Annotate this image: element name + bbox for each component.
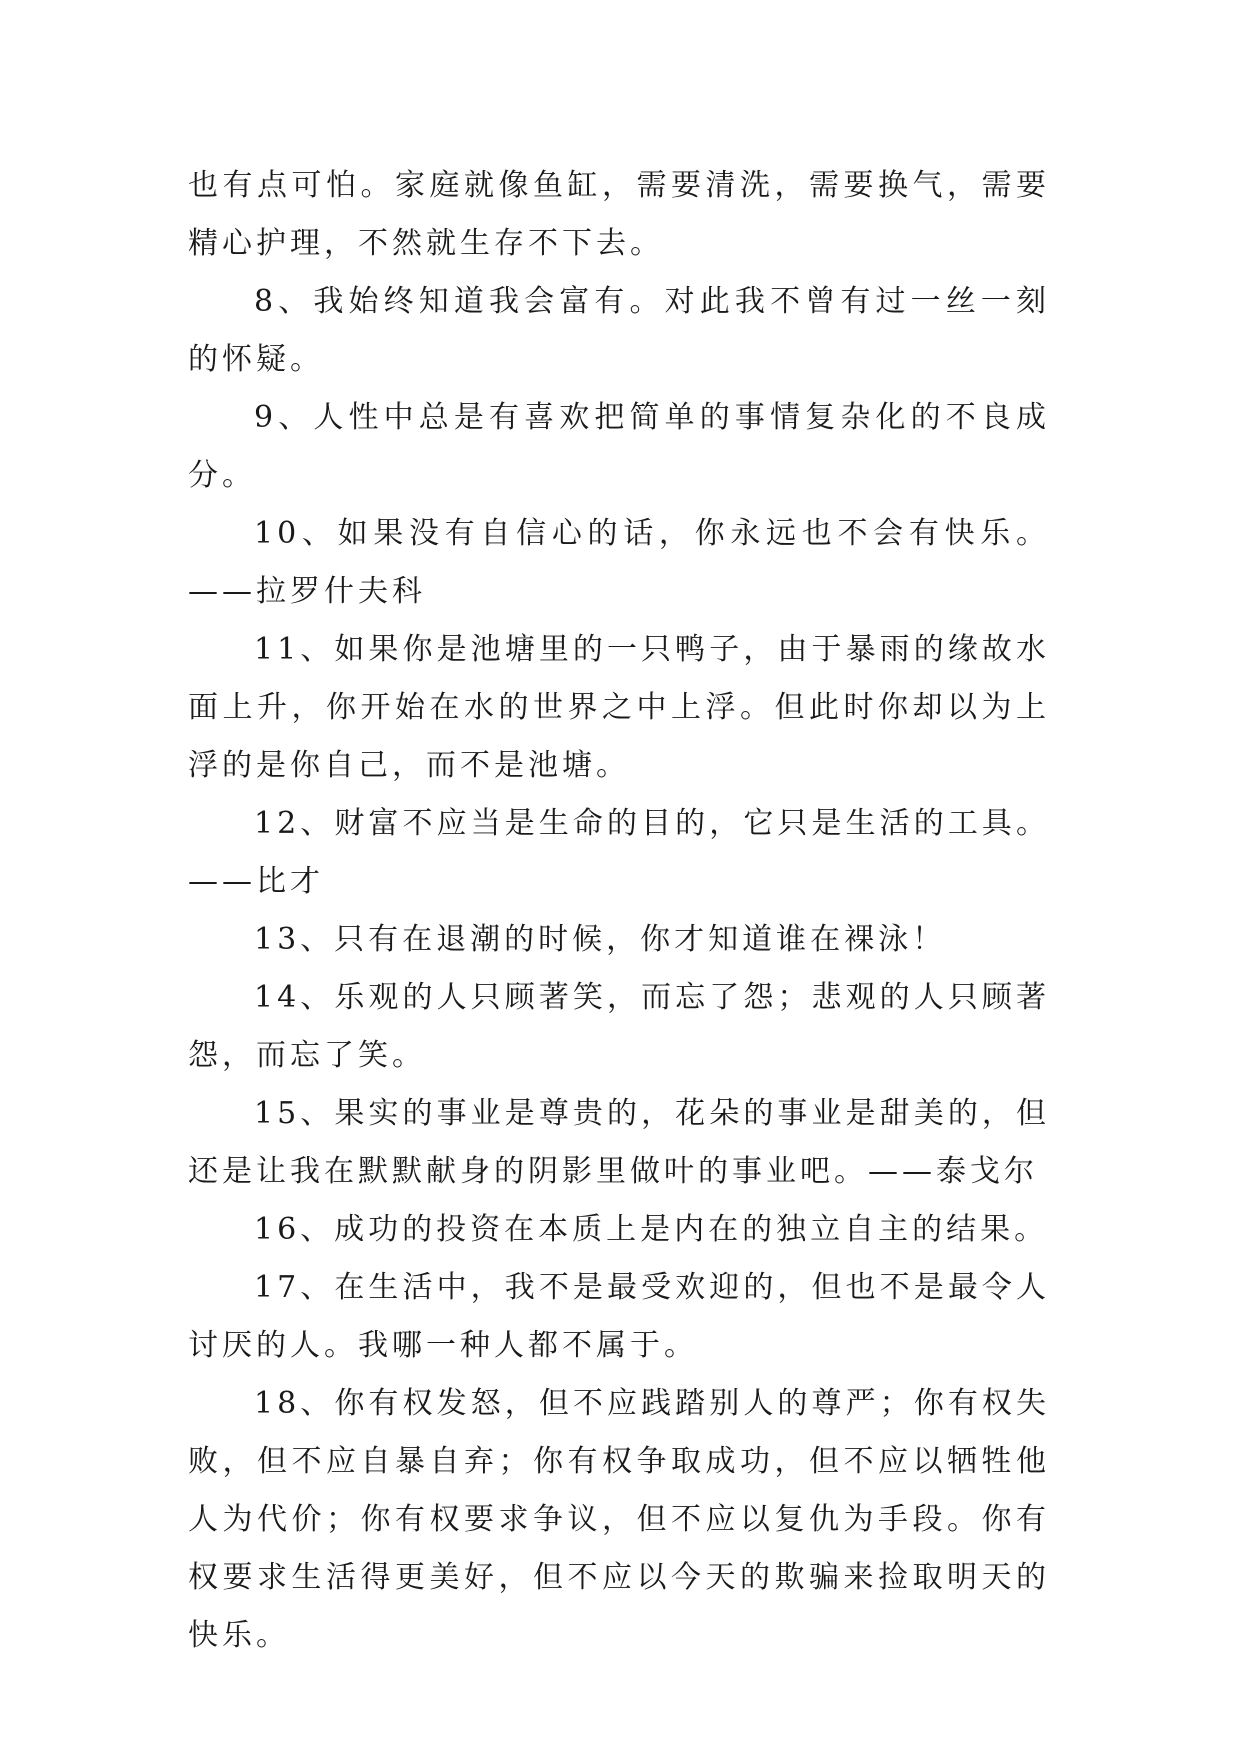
document-body — [188, 157, 1050, 1665]
quote-18: 18、你有权发怒，但不应践踏别人的尊严；你有权失败，但不应自暴自弃；你有权争取成功，但不应以牺牲他人为代价；你有权要求争议，但不应以复仇为手段。你有权要求生活得更美好，但不应以今天的欺骗来捡取明天的快乐。 — [188, 1386, 1050, 1653]
quote-16: 16、成功的投资在本质上是内在的独立自主的结果。 — [254, 1212, 1049, 1247]
quote-10: 10、如果没有自信心的话，你永远也不会有快乐。——拉罗什夫科 — [188, 516, 1050, 609]
quote-15: 15、果实的事业是尊贵的，花朵的事业是甜美的，但还是让我在默默献身的阴影里做叶的事业吧。——泰戈尔 — [188, 1096, 1050, 1189]
quote-13: 13、只有在退潮的时候，你才知道谁在裸泳！ — [254, 922, 947, 957]
quote-14: 14、乐观的人只顾著笑，而忘了怨；悲观的人只顾著怨，而忘了笑。 — [188, 980, 1050, 1073]
quote-17: 17、在生活中，我不是最受欢迎的，但也不是最令人讨厌的人。我哪一种人都不属于。 — [188, 1270, 1050, 1363]
paragraph-continuation: 也有点可怕。家庭就像鱼缸，需要清洗，需要换气，需要精心护理，不然就生存不下去。 — [188, 168, 1050, 261]
quote-11: 11、如果你是池塘里的一只鸭子，由于暴雨的缘故水面上升，你开始在水的世界之中上浮。但此时你却以为上浮的是你自己，而不是池塘。 — [188, 632, 1050, 783]
quote-12: 12、财富不应当是生命的目的，它只是生活的工具。——比才 — [188, 806, 1050, 899]
quote-8: 8、我始终知道我会富有。对此我不曾有过一丝一刻的怀疑。 — [188, 284, 1050, 377]
quote-9: 9、人性中总是有喜欢把简单的事情复杂化的不良成分。 — [188, 400, 1050, 493]
